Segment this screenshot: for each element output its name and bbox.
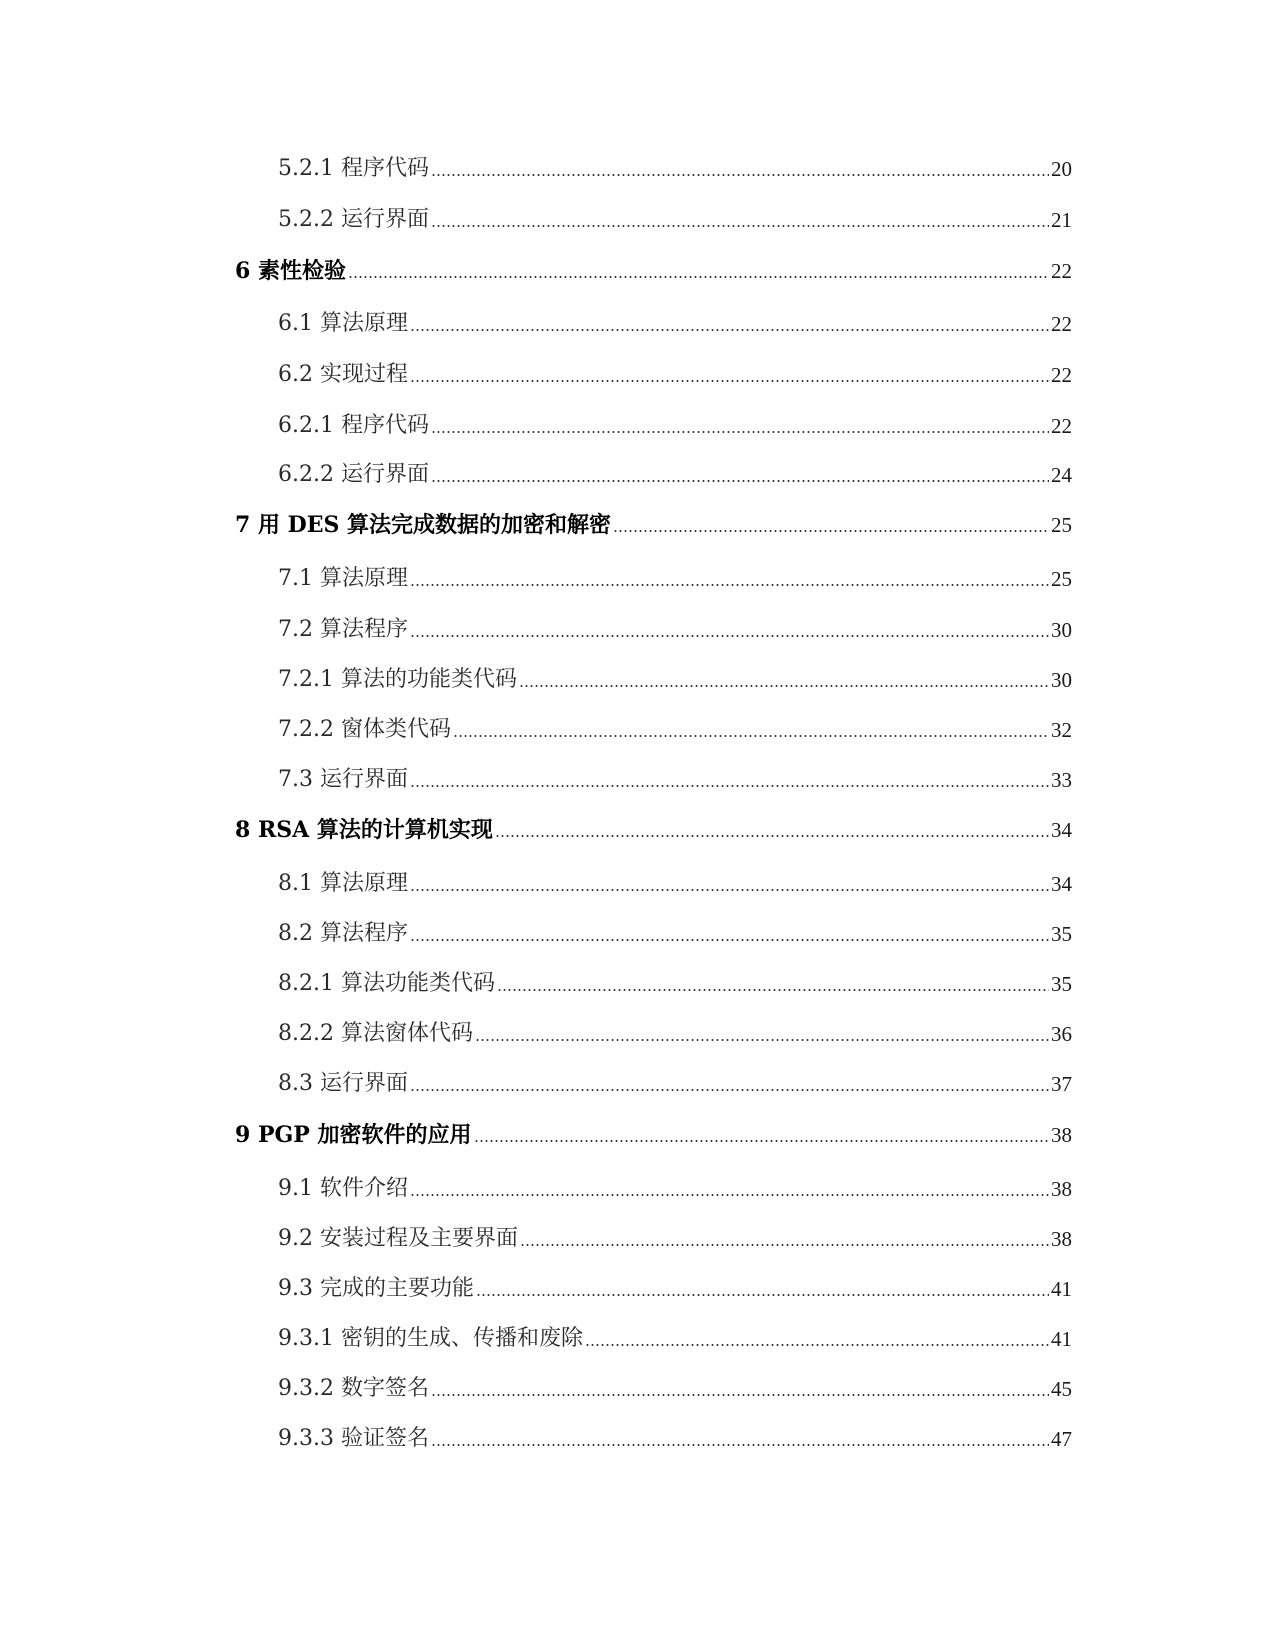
toc-dot-leader: [410, 583, 1049, 587]
toc-entry[interactable]: [0, 403, 1275, 439]
toc-entry-label: 9.3.2 数字签名: [278, 1376, 429, 1401]
toc-entry[interactable]: [0, 1416, 1275, 1452]
toc-page-number: 20: [1051, 157, 1072, 181]
toc-dot-leader: [497, 988, 1049, 992]
toc-page-number: 22: [1051, 363, 1072, 387]
toc-page-number: 38: [1051, 1123, 1072, 1147]
toc-dot-leader: [476, 1293, 1049, 1297]
toc-entry-label: 8.2.2 算法窗体代码: [278, 1021, 473, 1046]
toc-page-number: 33: [1051, 768, 1072, 792]
toc-chapter-entry[interactable]: [0, 807, 1275, 843]
toc-page-number: 25: [1051, 513, 1072, 537]
toc-page-number: 21: [1051, 208, 1072, 232]
toc-page-number: 41: [1051, 1277, 1072, 1301]
toc-entry-label: 8.2 算法程序: [278, 921, 408, 946]
toc-entry-label: 8.2.1 算法功能类代码: [278, 971, 495, 996]
toc-page-number: 45: [1051, 1377, 1072, 1401]
toc-entry[interactable]: [0, 1266, 1275, 1302]
toc-entry-label: 9.3.1 密钥的生成、传播和废除: [278, 1326, 583, 1351]
toc-entry[interactable]: [0, 197, 1275, 233]
toc-entry[interactable]: [0, 556, 1275, 592]
toc-page-number: 30: [1051, 668, 1072, 692]
toc-dot-leader: [431, 224, 1049, 228]
toc-chapter-entry[interactable]: [0, 1112, 1275, 1148]
toc-page-number: 34: [1051, 818, 1072, 842]
toc-dot-leader: [474, 1139, 1049, 1143]
toc-dot-leader: [613, 529, 1049, 533]
toc-entry-label: 5.2.2 运行界面: [278, 207, 429, 232]
toc-dot-leader: [410, 888, 1049, 892]
toc-entry[interactable]: [0, 1011, 1275, 1047]
toc-chapter-label: 8 RSA 算法的计算机实现: [235, 817, 493, 843]
toc-dot-leader: [410, 634, 1049, 638]
toc-chapter-entry[interactable]: [0, 248, 1275, 284]
toc-page-number: 38: [1051, 1177, 1072, 1201]
toc-entry[interactable]: [0, 757, 1275, 793]
toc-entry[interactable]: [0, 1061, 1275, 1097]
toc-page-number: 34: [1051, 872, 1072, 896]
toc-entry[interactable]: [0, 911, 1275, 947]
toc-entry[interactable]: [0, 707, 1275, 743]
toc-entry-label: 8.1 算法原理: [278, 871, 408, 896]
toc-page-number: 22: [1051, 312, 1072, 336]
toc-page-number: 22: [1051, 414, 1072, 438]
toc-entry-label: 6.1 算法原理: [278, 311, 408, 336]
toc-entry[interactable]: [0, 861, 1275, 897]
toc-dot-leader: [585, 1343, 1049, 1347]
toc-dot-leader: [410, 1088, 1049, 1092]
toc-entry-label: 7.1 算法原理: [278, 566, 408, 591]
toc-dot-leader: [410, 1193, 1049, 1197]
toc-dot-leader: [519, 684, 1049, 688]
toc-dot-leader: [410, 784, 1049, 788]
toc-chapter-entry[interactable]: [0, 502, 1275, 538]
toc-entry[interactable]: [0, 657, 1275, 693]
toc-entry-label: 7.3 运行界面: [278, 767, 408, 792]
toc-entry[interactable]: [0, 961, 1275, 997]
toc-dot-leader: [431, 1443, 1049, 1447]
toc-entry-label: 5.2.1 程序代码: [278, 156, 429, 181]
toc-dot-leader: [475, 1038, 1049, 1042]
toc-entry[interactable]: [0, 1366, 1275, 1402]
toc-dot-leader: [520, 1243, 1049, 1247]
toc-chapter-label: 6 素性检验: [235, 258, 346, 284]
toc-dot-leader: [410, 328, 1049, 332]
toc-page-number: 47: [1051, 1427, 1072, 1451]
toc-dot-leader: [431, 430, 1049, 434]
toc-entry[interactable]: [0, 352, 1275, 388]
toc-entry-label: 8.3 运行界面: [278, 1071, 408, 1096]
toc-page-number: 22: [1051, 259, 1072, 283]
toc-dot-leader: [431, 1393, 1049, 1397]
toc-page-number: 38: [1051, 1227, 1072, 1251]
toc-entry[interactable]: [0, 1316, 1275, 1352]
toc-page-number: 30: [1051, 618, 1072, 642]
toc-entry-label: 9.3 完成的主要功能: [278, 1276, 474, 1301]
toc-dot-leader: [431, 479, 1049, 483]
toc-dot-leader: [410, 379, 1049, 383]
toc-page-number: 24: [1051, 463, 1072, 487]
toc-page-number: 35: [1051, 972, 1072, 996]
toc-entry-label: 6.2 实现过程: [278, 362, 408, 387]
toc-entry[interactable]: [0, 607, 1275, 643]
toc-dot-leader: [453, 734, 1049, 738]
toc-entry[interactable]: [0, 146, 1275, 182]
toc-page-number: 32: [1051, 718, 1072, 742]
toc-entry[interactable]: [0, 1166, 1275, 1202]
toc-entry-label: 9.2 安装过程及主要界面: [278, 1226, 518, 1251]
toc-entry-label: 7.2 算法程序: [278, 617, 408, 642]
toc-page-number: 25: [1051, 567, 1072, 591]
toc-entry-label: 7.2.2 窗体类代码: [278, 717, 451, 742]
toc-page-number: 36: [1051, 1022, 1072, 1046]
toc-chapter-label: 9 PGP 加密软件的应用: [235, 1122, 472, 1148]
toc-entry[interactable]: [0, 301, 1275, 337]
toc-entry-label: 6.2.2 运行界面: [278, 462, 429, 487]
toc-dot-leader: [410, 938, 1049, 942]
toc-dot-leader: [348, 275, 1049, 279]
toc-dot-leader: [431, 173, 1049, 177]
toc-page-number: 37: [1051, 1072, 1072, 1096]
toc-entry[interactable]: [0, 1216, 1275, 1252]
toc-entry-label: 9.3.3 验证签名: [278, 1426, 429, 1451]
toc-entry-label: 9.1 软件介绍: [278, 1176, 408, 1201]
toc-chapter-label: 7 用 DES 算法完成数据的加密和解密: [235, 512, 612, 538]
toc-page-number: 41: [1051, 1327, 1072, 1351]
toc-entry-label: 7.2.1 算法的功能类代码: [278, 667, 517, 692]
toc-page-number: 35: [1051, 922, 1072, 946]
toc-entry-label: 6.2.1 程序代码: [278, 413, 429, 438]
toc-entry[interactable]: [0, 452, 1275, 488]
toc-dot-leader: [495, 834, 1049, 838]
